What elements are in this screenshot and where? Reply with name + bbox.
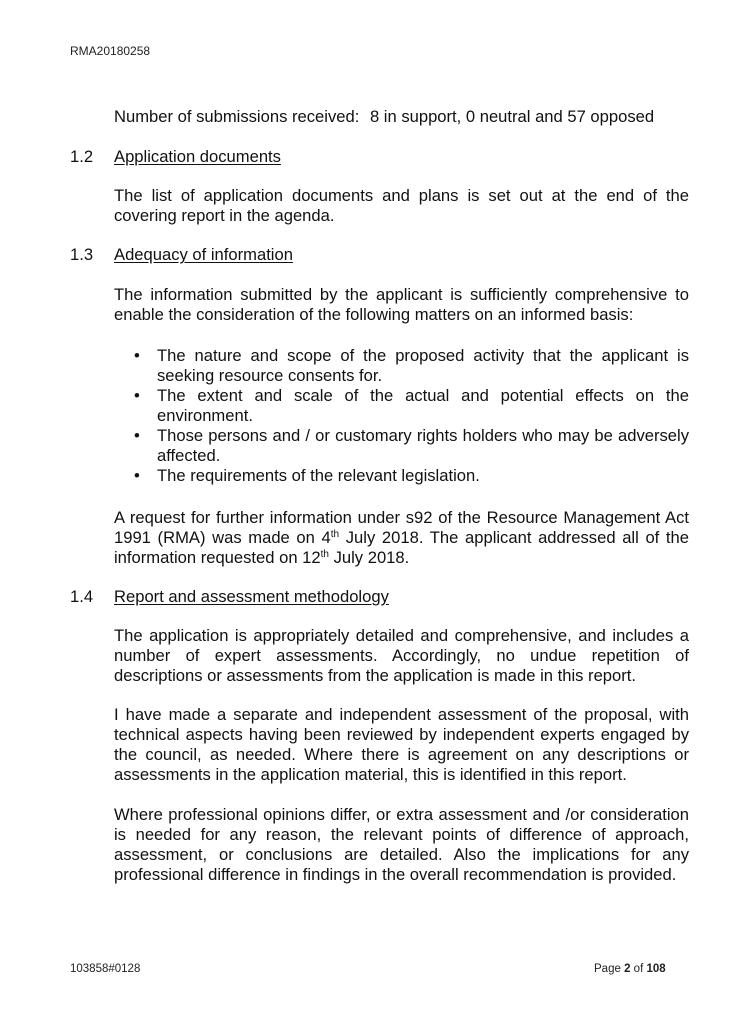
submissions-value: 8 in support, 0 neutral and 57 opposed <box>369 107 655 126</box>
submissions-line <box>114 107 689 127</box>
page-total: 108 <box>646 963 666 975</box>
section-title: Report and assessment methodology <box>114 587 389 606</box>
bullet-item: • The extent and scale of the actual and potential effects on the environment. <box>114 386 689 426</box>
header-reference: RMA20180258 <box>70 44 151 58</box>
section-heading-1-4 <box>70 587 389 607</box>
footer-page-number <box>594 963 666 975</box>
further-info-part-3: July 2018. <box>328 548 410 567</box>
section-1-4-paragraph-1: The application is appropriately detailed and comprehensive, and includes a number of expert assessments. Accordingly, no undue repetition of descriptions or assessments from the application is made in this report. <box>114 626 689 685</box>
page-current: 2 <box>624 963 631 975</box>
submissions-label: Number of submissions received: <box>114 107 360 126</box>
section-heading-1-2 <box>70 147 281 167</box>
further-info-part-1: A request for further information under s92 of the Resource Management Act 1991 (RMA) was made on 4 <box>114 508 689 547</box>
section-title: Application documents <box>114 147 281 166</box>
bullet-item: • The nature and scope of the proposed activity that the applicant is seeking resource consents for. <box>114 346 689 386</box>
bullet-item: • The requirements of the relevant legislation. <box>114 466 689 486</box>
page-word: Page <box>594 963 621 975</box>
section-heading-1-3 <box>70 245 293 265</box>
further-information-paragraph <box>114 508 689 568</box>
section-number: 1.4 <box>70 587 94 606</box>
section-number: 1.2 <box>70 147 94 166</box>
page-of: of <box>633 963 644 975</box>
bullet-item: • Those persons and / or customary rights holders who may be adversely affected. <box>114 426 689 466</box>
section-1-4-paragraph-3: Where professional opinions differ, or extra assessment and /or consideration is needed for any reason, the relevant points of difference of approach, assessment, or conclusions are detailed. Also the implications for any professional difference in findings in the overall recommendation is provided. <box>114 805 689 884</box>
ordinal-suffix: th <box>320 549 329 560</box>
further-info-part-2: July 2018. The applicant addressed all of the information requested on 12 <box>114 528 689 567</box>
section-number: 1.3 <box>70 245 94 264</box>
section-1-3-intro: The information submitted by the applicant is sufficiently comprehensive to enable the consideration of the following matters on an informed basis: <box>114 285 689 324</box>
footer-document-code: 103858#0128 <box>70 963 141 975</box>
section-1-4-paragraph-2: I have made a separate and independent assessment of the proposal, with technical aspects having been reviewed by independent experts engaged by the council, as needed. Where there is agreement on any descriptions or assessments in the application material, this is identified in this report. <box>114 705 689 784</box>
ordinal-suffix: th <box>330 529 340 540</box>
matters-bullet-list <box>114 346 689 486</box>
section-title: Adequacy of information <box>114 245 293 264</box>
section-1-2-paragraph: The list of application documents and plans is set out at the end of the covering report in the agenda. <box>114 186 689 225</box>
